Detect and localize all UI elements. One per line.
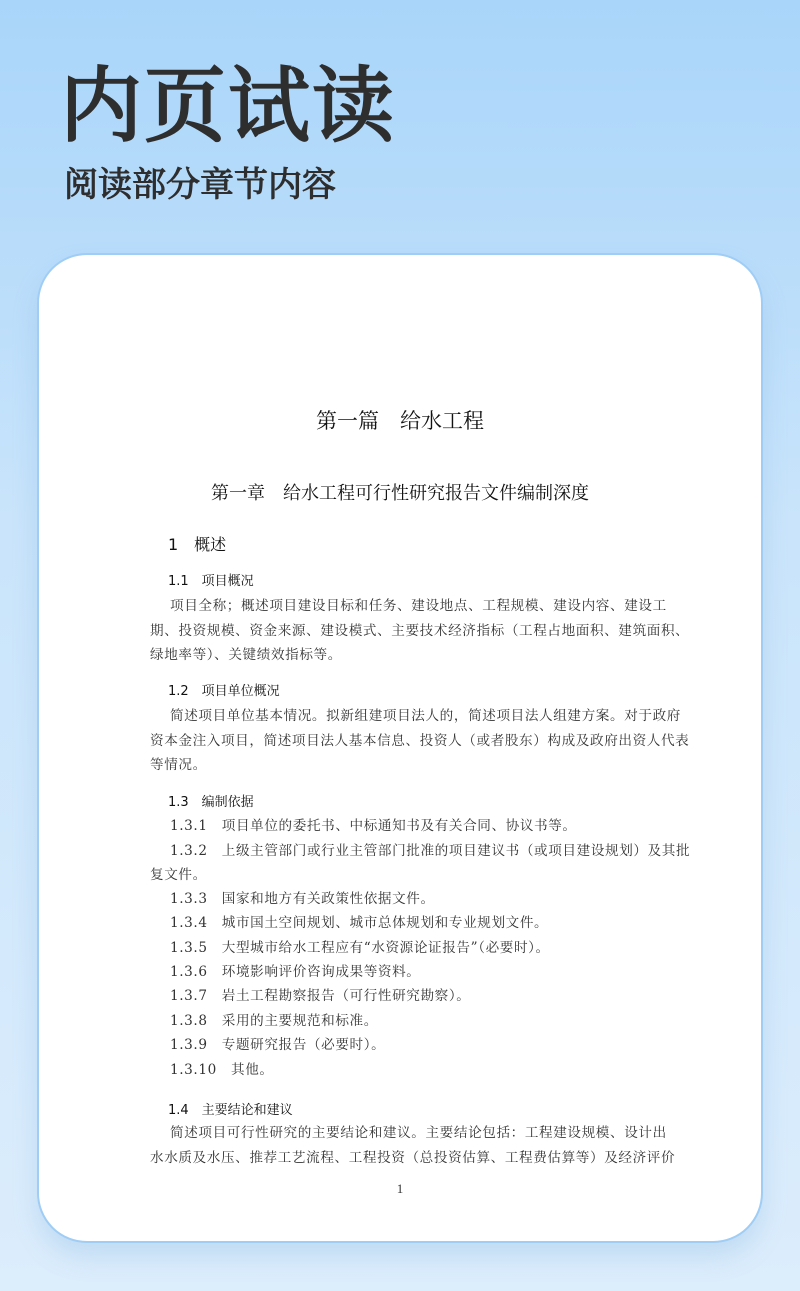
body-text-line: 简述项目可行性研究的主要结论和建议。主要结论包括：工程建设规模、设计出 [170, 1125, 667, 1141]
page-number: 1 [396, 1181, 404, 1196]
body-text-line: 简述项目单位基本情况。拟新组建项目法人的，简述项目法人组建方案。对于政府 [170, 708, 681, 724]
body-text-line: 资本金注入项目，简述项目法人基本信息、投资人（或者股东）构成及政府出资人代表 [150, 733, 690, 749]
body-text-line: 1.3.1 项目单位的委托书、中标通知书及有关合同、协议书等。 [170, 818, 577, 834]
body-text-line: 复文件。 [150, 867, 207, 883]
body-text-line: 1.3.6 环境影响评价咨询成果等资料。 [170, 964, 421, 980]
body-text-line: 1.3.10 其他。 [170, 1062, 274, 1078]
body-text-line: 等情况。 [150, 757, 207, 773]
body-text-line: 水水质及水压、推荐工艺流程、工程投资（总投资估算、工程费估算等）及经济评价 [150, 1150, 676, 1166]
body-text-line: 期、投资规模、资金来源、建设模式、主要技术经济指标（工程占地面积、建筑面积、 [150, 623, 690, 639]
subsection-heading: 1.2 项目单位概况 [168, 684, 280, 699]
section-title: 1 概述 [168, 535, 227, 554]
body-text-line: 项目全称；概述项目建设目标和任务、建设地点、工程规模、建设内容、建设工 [170, 598, 667, 614]
subsection-heading: 1.4 主要结论和建议 [168, 1103, 293, 1118]
body-text-line: 1.3.7 岩土工程勘察报告（可行性研究勘察）。 [170, 988, 471, 1004]
body-text-line: 1.3.4 城市国土空间规划、城市总体规划和专业规划文件。 [170, 915, 549, 931]
subsection-heading: 1.3 编制依据 [168, 795, 254, 810]
body-text-line: 绿地率等）、关键绩效指标等。 [150, 647, 342, 663]
hero-subtitle: 阅读部分章节内容 [64, 165, 336, 205]
chapter-title: 第一章 给水工程可行性研究报告文件编制深度 [211, 483, 589, 504]
body-text-line: 1.3.9 专题研究报告（必要时）。 [170, 1037, 386, 1053]
body-text-line: 1.3.3 国家和地方有关政策性依据文件。 [170, 891, 435, 907]
body-text-line: 1.3.5 大型城市给水工程应有“水资源论证报告”（必要时）。 [170, 940, 550, 956]
part-title: 第一篇 给水工程 [316, 409, 484, 433]
body-text-line: 1.3.8 采用的主要规范和标准。 [170, 1013, 378, 1029]
subsection-heading: 1.1 项目概况 [168, 574, 254, 589]
hero-title: 内页试读 [60, 59, 397, 154]
body-text-line: 1.3.2 上级主管部门或行业主管部门批准的项目建议书（或项目建设规划）及其批 [170, 843, 691, 859]
